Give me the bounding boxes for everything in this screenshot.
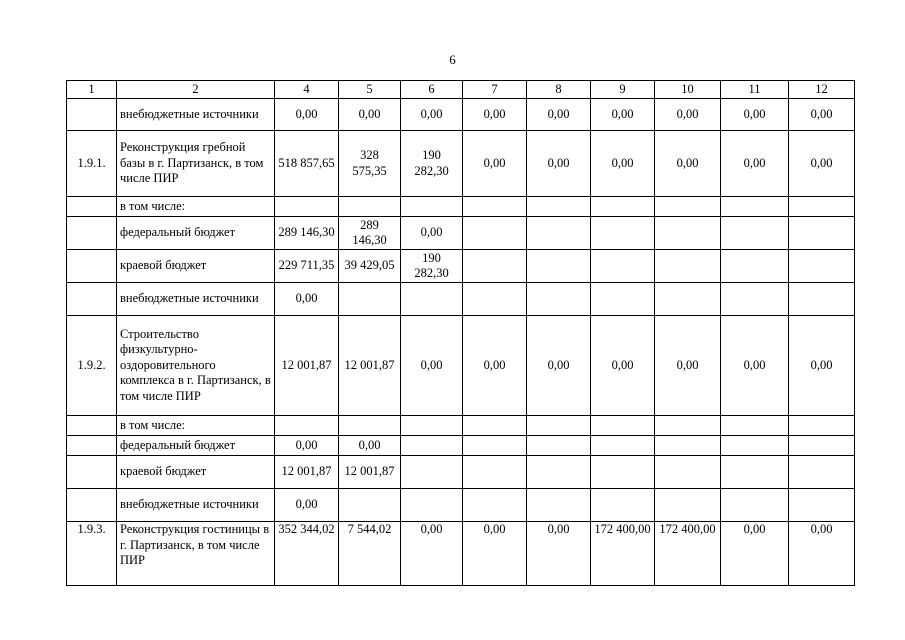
value-cell <box>721 436 789 456</box>
row-number <box>67 283 117 316</box>
column-header: 2 <box>117 81 275 99</box>
value-cell: 12 001,87 <box>339 456 401 489</box>
value-cell: 12 001,87 <box>275 316 339 416</box>
row-number <box>67 436 117 456</box>
row-name: федеральный бюджет <box>117 217 275 250</box>
value-cell <box>527 217 591 250</box>
row-name: внебюджетные источники <box>117 489 275 522</box>
table-row <box>67 283 855 316</box>
table-row <box>67 456 855 489</box>
column-header: 11 <box>721 81 789 99</box>
value-cell: 229 711,35 <box>275 250 339 283</box>
value-cell: 190 282,30 <box>401 131 463 197</box>
value-cell: 172 400,00 <box>655 522 721 586</box>
table-row <box>67 197 855 217</box>
table-row <box>67 416 855 436</box>
value-cell <box>721 416 789 436</box>
value-cell <box>591 217 655 250</box>
value-cell: 0,00 <box>527 522 591 586</box>
value-cell: 0,00 <box>591 131 655 197</box>
value-cell <box>401 416 463 436</box>
value-cell: 0,00 <box>339 436 401 456</box>
value-cell: 0,00 <box>527 316 591 416</box>
value-cell <box>463 250 527 283</box>
value-cell <box>527 436 591 456</box>
value-cell <box>591 489 655 522</box>
value-cell <box>591 416 655 436</box>
column-header: 7 <box>463 81 527 99</box>
value-cell: 0,00 <box>275 436 339 456</box>
column-header: 12 <box>789 81 855 99</box>
value-cell: 289 146,30 <box>339 217 401 250</box>
value-cell: 0,00 <box>721 316 789 416</box>
value-cell: 0,00 <box>401 316 463 416</box>
row-number <box>67 456 117 489</box>
value-cell: 0,00 <box>401 99 463 131</box>
row-number <box>67 197 117 217</box>
value-cell <box>655 250 721 283</box>
value-cell <box>463 489 527 522</box>
value-cell <box>721 250 789 283</box>
value-cell <box>527 489 591 522</box>
header-row <box>67 81 855 99</box>
value-cell <box>721 283 789 316</box>
value-cell <box>463 436 527 456</box>
table-row <box>67 250 855 283</box>
value-cell: 0,00 <box>789 316 855 416</box>
value-cell <box>721 456 789 489</box>
value-cell: 352 344,02 <box>275 522 339 586</box>
value-cell <box>591 250 655 283</box>
row-name: в том числе: <box>117 197 275 217</box>
value-cell: 190 282,30 <box>401 250 463 283</box>
value-cell: 0,00 <box>789 99 855 131</box>
value-cell: 0,00 <box>401 522 463 586</box>
value-cell: 0,00 <box>527 99 591 131</box>
value-cell <box>789 217 855 250</box>
value-cell <box>463 283 527 316</box>
table-row <box>67 436 855 456</box>
value-cell <box>655 217 721 250</box>
row-number: 1.9.1. <box>67 131 117 197</box>
value-cell <box>401 436 463 456</box>
value-cell <box>591 456 655 489</box>
row-name: в том числе: <box>117 416 275 436</box>
row-number: 1.9.3. <box>67 522 117 586</box>
table-row <box>67 316 855 416</box>
row-name: внебюджетные источники <box>117 283 275 316</box>
value-cell <box>275 416 339 436</box>
table-row <box>67 131 855 197</box>
value-cell: 0,00 <box>591 316 655 416</box>
value-cell <box>721 489 789 522</box>
value-cell: 0,00 <box>401 217 463 250</box>
value-cell <box>527 250 591 283</box>
value-cell <box>527 416 591 436</box>
value-cell <box>463 456 527 489</box>
row-number <box>67 416 117 436</box>
value-cell <box>339 416 401 436</box>
value-cell <box>721 197 789 217</box>
value-cell <box>339 283 401 316</box>
row-number: 1.9.2. <box>67 316 117 416</box>
value-cell: 0,00 <box>527 131 591 197</box>
row-name: краевой бюджет <box>117 456 275 489</box>
value-cell <box>789 456 855 489</box>
value-cell <box>527 283 591 316</box>
value-cell: 0,00 <box>275 99 339 131</box>
row-number <box>67 99 117 131</box>
value-cell: 0,00 <box>339 99 401 131</box>
value-cell: 518 857,65 <box>275 131 339 197</box>
row-name: Строительство физкультурно-оздоровительного комплекса в г. Партизанск, в том числе ПИР <box>117 316 275 416</box>
value-cell <box>527 456 591 489</box>
page-number: 6 <box>449 52 456 67</box>
table-row <box>67 489 855 522</box>
value-cell <box>655 489 721 522</box>
value-cell <box>339 489 401 522</box>
value-cell: 0,00 <box>789 522 855 586</box>
value-cell <box>721 217 789 250</box>
row-name: краевой бюджет <box>117 250 275 283</box>
value-cell <box>655 436 721 456</box>
value-cell: 39 429,05 <box>339 250 401 283</box>
value-cell: 0,00 <box>275 489 339 522</box>
column-header: 8 <box>527 81 591 99</box>
value-cell <box>789 436 855 456</box>
value-cell <box>463 197 527 217</box>
row-name: внебюджетные источники <box>117 99 275 131</box>
value-cell: 0,00 <box>655 316 721 416</box>
value-cell <box>591 436 655 456</box>
value-cell: 0,00 <box>721 522 789 586</box>
column-header: 5 <box>339 81 401 99</box>
value-cell <box>591 197 655 217</box>
column-header: 4 <box>275 81 339 99</box>
value-cell: 172 400,00 <box>591 522 655 586</box>
table-row <box>67 522 855 586</box>
value-cell <box>401 197 463 217</box>
row-name: Реконструкция гребной базы в г. Партизанск, в том числе ПИР <box>117 131 275 197</box>
value-cell <box>527 197 591 217</box>
value-cell <box>275 197 339 217</box>
value-cell <box>339 197 401 217</box>
column-header: 10 <box>655 81 721 99</box>
value-cell: 7 544,02 <box>339 522 401 586</box>
value-cell: 0,00 <box>463 316 527 416</box>
value-cell <box>401 489 463 522</box>
row-name: федеральный бюджет <box>117 436 275 456</box>
value-cell: 328 575,35 <box>339 131 401 197</box>
value-cell <box>401 283 463 316</box>
row-number <box>67 217 117 250</box>
value-cell <box>401 456 463 489</box>
table-row <box>67 217 855 250</box>
value-cell <box>655 456 721 489</box>
value-cell: 0,00 <box>591 99 655 131</box>
value-cell <box>789 250 855 283</box>
column-header: 6 <box>401 81 463 99</box>
value-cell <box>789 197 855 217</box>
column-header: 1 <box>67 81 117 99</box>
value-cell: 12 001,87 <box>275 456 339 489</box>
value-cell <box>463 416 527 436</box>
value-cell: 0,00 <box>463 522 527 586</box>
value-cell <box>591 283 655 316</box>
table-row <box>67 99 855 131</box>
value-cell: 0,00 <box>721 131 789 197</box>
value-cell: 0,00 <box>655 99 721 131</box>
value-cell: 0,00 <box>789 131 855 197</box>
column-header: 9 <box>591 81 655 99</box>
value-cell <box>789 416 855 436</box>
value-cell <box>789 283 855 316</box>
value-cell <box>655 197 721 217</box>
row-number <box>67 250 117 283</box>
value-cell: 0,00 <box>275 283 339 316</box>
value-cell: 0,00 <box>655 131 721 197</box>
row-name: Реконструкция гостиницы в г. Партизанск, в том числе ПИР <box>117 522 275 586</box>
value-cell: 0,00 <box>463 131 527 197</box>
value-cell: 0,00 <box>463 99 527 131</box>
value-cell <box>655 283 721 316</box>
value-cell: 12 001,87 <box>339 316 401 416</box>
value-cell <box>789 489 855 522</box>
value-cell <box>463 217 527 250</box>
value-cell: 289 146,30 <box>275 217 339 250</box>
row-number <box>67 489 117 522</box>
value-cell: 0,00 <box>721 99 789 131</box>
budget-table <box>66 80 855 586</box>
value-cell <box>655 416 721 436</box>
